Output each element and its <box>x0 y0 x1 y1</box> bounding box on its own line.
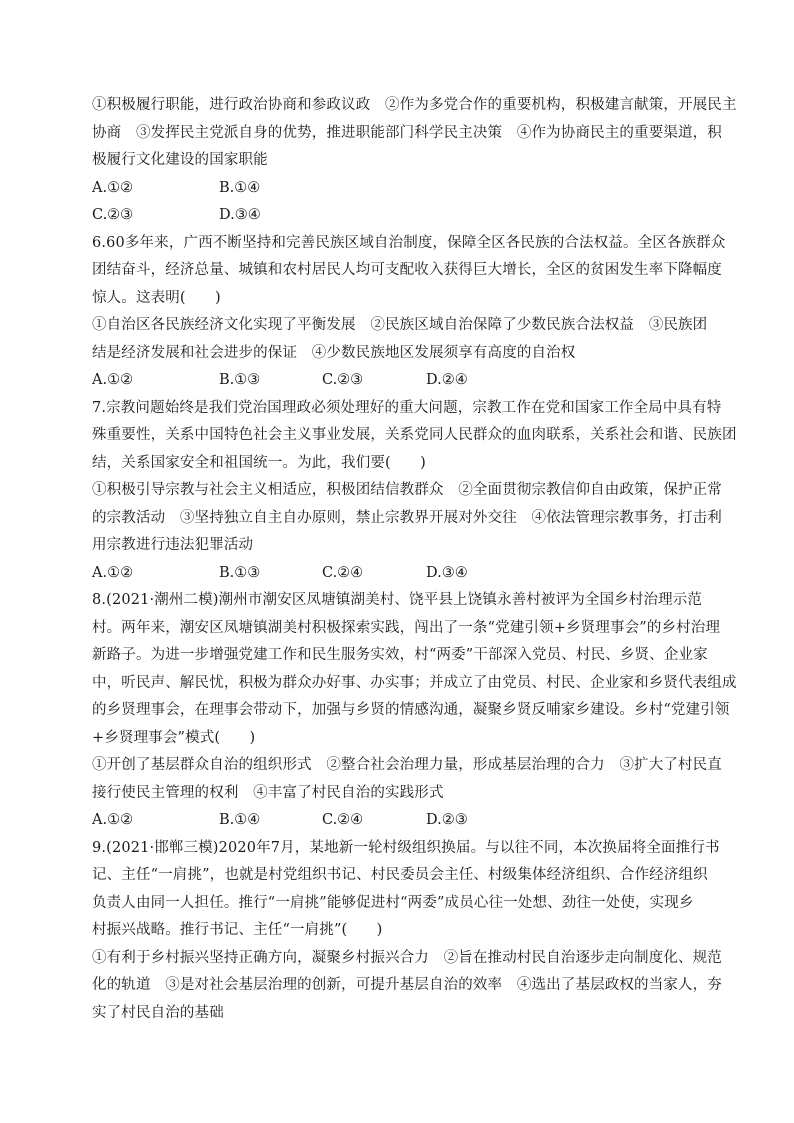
question-8 <box>92 587 737 835</box>
option-row <box>92 807 702 835</box>
exam-page <box>92 92 737 1027</box>
option-c[interactable]: C.②③ <box>322 372 364 388</box>
option-d[interactable]: D.③④ <box>219 207 261 223</box>
question-stem-line: +乡贤理事会”模式( ) <box>92 729 256 746</box>
question-stem-line: 记、主任“一肩挑”，也就是村党组织书记、村民委员会主任、村级集体经济组织、合作经济组织 <box>92 867 708 883</box>
option-row <box>92 367 702 395</box>
statement-line: 极履行文化建设的国家职能 <box>92 152 268 168</box>
option-d[interactable]: D.②③ <box>426 812 468 828</box>
question-stem-line: 结，关系国家安全和祖国统一。为此，我们要( ) <box>92 454 426 471</box>
question-stem-line: 村。两年来，潮安区凤塘镇湖美村积极探索实践，闯出了一条“党建引领+乡贤理事会”的乡村治理 <box>92 619 721 636</box>
option-row <box>92 560 702 588</box>
question-7 <box>92 395 737 588</box>
question-stem-line: 团结奋斗，经济总量、城镇和农村居民人均可支配收入获得巨大增长，全区的贫困发生率下降幅度 <box>92 262 722 278</box>
option-a[interactable]: A.①② <box>92 812 134 828</box>
question-stem-line: 的乡贤理事会，在理事会带动下，加强与乡贤的情感沟通，凝聚乡贤反哺家乡建设。乡村“党建引领 <box>92 702 730 718</box>
question-stem-line: 7.宗教问题始终是我们党治国理政必须处理好的重大问题，宗教工作在党和国家工作全局中具有特 <box>92 399 722 416</box>
option-b[interactable]: B.①④ <box>219 179 261 196</box>
option-a[interactable]: A.①② <box>92 372 134 388</box>
statement-line: ①积极履行职能，进行政治协商和参政议政 ②作为多党合作的重要机构，积极建言献策，开展民主 <box>92 97 737 113</box>
option-a[interactable]: A.①② <box>92 564 134 581</box>
statement-line: ①积极引导宗教与社会主义相适应，积极团结信教群众 ②全面贯彻宗教信仰自由政策，保护正常 <box>92 482 722 498</box>
option-row <box>92 175 702 203</box>
question-stem-line: 殊重要性，关系中国特色社会主义事业发展，关系党同人民群众的血肉联系，关系社会和谐、民族团 <box>92 427 737 443</box>
question-stem-line: 村振兴战略。推行书记、主任“一肩挑”( ) <box>92 922 383 938</box>
option-c[interactable]: C.②④ <box>322 564 364 581</box>
statement-line: ①自治区各民族经济文化实现了平衡发展 ②民族区域自治保障了少数民族合法权益 ③民族团 <box>92 317 708 333</box>
question-stem-line: 惊人。这表明( ) <box>92 289 221 306</box>
statement-line: 实了村民自治的基础 <box>92 1004 224 1021</box>
statement-line: 化的轨道 ③是对社会基层治理的创新，可提升基层自治的效率 ④选出了基层政权的当家人，夯 <box>92 977 722 993</box>
question-stem-line: 6.60多年来，广西不断坚持和完善民族区域自治制度，保障全区各民族的合法权益。全区各族群众 <box>92 234 726 251</box>
option-a[interactable]: A.①② <box>92 179 134 196</box>
question-stem-line: 8.(2021·潮州二模)潮州市潮安区凤塘镇湖美村、饶平县上饶镇永善村被评为全国乡村治理示范 <box>92 592 703 608</box>
option-b[interactable]: B.①③ <box>219 372 261 388</box>
question-stem-line: 负责人由同一人担任。推行“一肩挑”能够促进村“两委”成员心往一处想、劲往一处使，实现乡 <box>92 894 694 911</box>
statement-line: 协商 ③发挥民主党派自身的优势，推进职能部门科学民主决策 ④作为协商民主的重要渠道，积 <box>92 124 722 141</box>
question-9 <box>92 835 722 1028</box>
option-d[interactable]: D.②④ <box>426 372 468 388</box>
option-c[interactable]: C.②③ <box>92 207 134 223</box>
question-5-choices <box>92 92 737 230</box>
statement-line: ①开创了基层群众自治的组织形式 ②整合社会治理力量，形成基层治理的合力 ③扩大了村民直 <box>92 757 722 773</box>
question-6 <box>92 230 726 395</box>
option-row <box>92 202 702 230</box>
question-stem-line: 中，听民声、解民忧，积极为群众办好事、办实事；并成立了由党员、村民、企业家和乡贤代表组成 <box>92 674 737 691</box>
question-stem-line: 9.(2021·邯郸三模)2020年7月，某地新一轮村级组织换届。与以往不同，本次换届将全面推行书 <box>92 839 720 856</box>
statement-line: 结是经济发展和社会进步的保证 ④少数民族地区发展须享有高度的自治权 <box>92 344 576 361</box>
option-d[interactable]: D.③④ <box>426 564 468 581</box>
statement-line: ①有利于乡村振兴坚持正确方向，凝聚乡村振兴合力 ②旨在推动村民自治逐步走向制度化、规范 <box>92 949 722 966</box>
statement-line: 接行使民主管理的权利 ④丰富了村民自治的实践形式 <box>92 784 444 801</box>
statement-line: 用宗教进行违法犯罪活动 <box>92 537 254 553</box>
option-c[interactable]: C.②④ <box>322 812 364 828</box>
option-b[interactable]: B.①④ <box>219 812 261 828</box>
option-b[interactable]: B.①③ <box>219 564 261 581</box>
statement-line: 的宗教活动 ③坚持独立自主自办原则，禁止宗教界开展对外交往 ④依法管理宗教事务，打击利 <box>92 509 722 526</box>
question-stem-line: 新路子。为进一步增强党建工作和民生服务实效，村“两委”干部深入党员、村民、乡贤、企业家 <box>92 647 708 663</box>
